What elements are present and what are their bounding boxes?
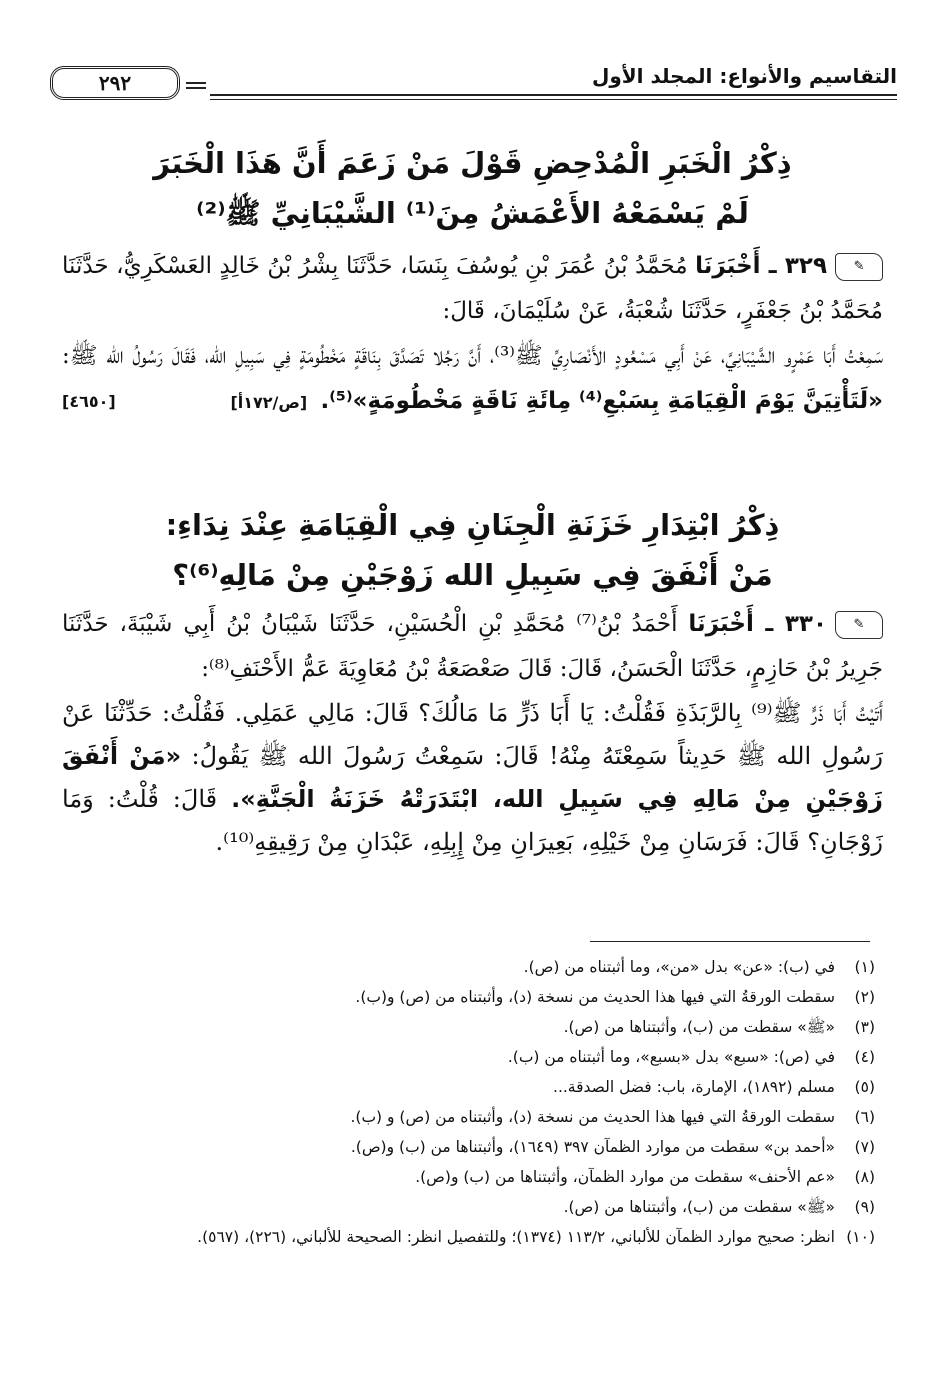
footnote-number: (٨)	[854, 1168, 875, 1186]
hadith-marker-icon: ✎	[835, 253, 883, 281]
footnote-text: سقطت الورقةُ التي فيها هذا الحديث من نسخة (د)، وأثبتناه من (ص) و (ب).	[350, 1108, 835, 1126]
footnote-text: في (ب): «عن» بدل «من»، وما أثبتناه من (ص).	[523, 958, 835, 976]
prophetic-quote: «مَنْ أَنْفَقَ زَوْجَيْنِ مِنْ مَالِهِ فِي سَبِيلِ الله، ابْتَدَرَتْهُ خَزَنَةُ الْجَنَّةِ».	[62, 742, 883, 813]
prophetic-quote: «لَتَأْتِيَنَّ يَوْمَ الْقِيَامَةِ بِسَبْعِ⁽⁴⁾ مِائَةِ نَاقَةٍ مَخْطُومَةٍ»⁽⁵⁾.	[320, 388, 883, 414]
header-rule-thin	[210, 99, 897, 100]
header-rule	[210, 94, 897, 96]
footnote-text: «ﷺ» سقطت من (ب)، وأثبتناها من (ص).	[563, 1198, 835, 1216]
hadith-330	[62, 602, 883, 692]
footnote-separator	[590, 941, 870, 942]
hadith-number: ٣٢٩ ـ أَخْبَرَنَا	[695, 253, 828, 279]
heading-line: لَمْ يَسْمَعْهُ الأَعْمَشُ مِنَ⁽¹⁾ الشَّيْبَانِيِّ ﷺ⁽²⁾	[196, 196, 749, 230]
footnote-number: (٤)	[854, 1048, 875, 1066]
footnote	[62, 982, 875, 1012]
hadith-text: أَتَيْتُ أَبَا ذَرٍّ ﷺ⁽⁹⁾ بِالرَّبَذَةِ فَقُلْتُ: يَا أَبَا ذَرٍّ مَا مَالُكَ؟ قَالَ: مَالِي عَمَلِي. فَقُلْتُ: حَدِّثْنَا عَنْ رَسُولِ الله ﷺ حَدِيثاً سَمِعْتَهُ مِنْهُ! قَالَ: سَمِعْتُ رَسُولَ الله ﷺ يَقُولُ:	[62, 699, 883, 770]
footnote-number: (٥)	[854, 1078, 875, 1096]
footnote-text: انظر: صحيح موارد الظمآن للألباني، ١١٣/٢ (١٣٧٤)؛ وللتفصيل انظر: الصحيحة للألباني، (٢٢٦)، (٥٦٧).	[197, 1228, 835, 1246]
header-dash	[186, 82, 206, 84]
hadith-marker-icon: ✎	[835, 611, 883, 639]
footnote-text: في (ص): «سبع» بدل «بسبع»، وما أثبتناه من (ب).	[507, 1048, 835, 1066]
hadith-isnad: أَحْمَدُ بْنُ⁽⁷⁾ مُحَمَّدِ بْنِ الْحُسَيْنِ، حَدَّثَنَا شَيْبَانُ بْنُ أَبِي شَيْبَةَ، حَدَّثَنَا جَرِيرُ بْنُ حَازِمٍ، حَدَّثَنَا الْحَسَنُ، قَالَ: قَالَ صَعْصَعَةُ بْنُ مُعَاوِيَةَ عَمُّ الأَحْنَفِ⁽⁸⁾:	[62, 611, 883, 682]
hadith-330-matn	[62, 692, 883, 864]
footnote-text: «أحمد بن» سقطت من موارد الظمآن ٣٩٧ (١٦٤٩)، وأثبتناها من (ب) و(ص).	[350, 1138, 835, 1156]
heading-line: ذِكْرُ ابْتِدَارِ خَزَنَةِ الْجِنَانِ فِي الْقِيَامَةِ عِنْدَ نِدَاءِ:	[165, 508, 780, 542]
hadith-329-matn	[62, 334, 883, 425]
footnote-number: (١)	[854, 958, 875, 976]
heading-line: مَنْ أَنْفَقَ فِي سَبِيلِ الله زَوْجَيْنِ مِنْ مَالِهِ⁽⁶⁾؟	[172, 558, 773, 592]
footnote	[62, 1192, 875, 1222]
footnote	[62, 952, 875, 982]
reference-number: [٤٦٥٠]	[62, 392, 116, 411]
hadith-isnad: مُحَمَّدُ بْنُ عُمَرَ بْنِ يُوسُفَ بِنَسَا، حَدَّثَنَا بِشْرُ بْنُ خَالِدٍ العَسْكَرِيُّ، حَدَّثَنَا مُحَمَّدُ بْنُ جَعْفَرٍ، حَدَّثَنَا شُعْبَةُ، عَنْ سُلَيْمَانَ، قَالَ:	[62, 253, 883, 324]
page-number: ٢٩٢	[50, 66, 180, 100]
running-title: التقاسيم والأنواع: المجلد الأول	[591, 64, 897, 88]
hadith-text: سَمِعْتُ أَبَا عَمْرٍو الشَّيْبَانِيَّ، عَنْ أَبِي مَسْعُودٍ الأَنْصَارِيِّ ﷺ⁽³⁾، أَنَّ رَجُلا تَصَدَّقَ بِنَاقَةٍ مَخْطُومَةٍ فِي سَبِيلِ الله، فَقَالَ رَسُولُ الله ﷺ:	[62, 343, 884, 369]
manuscript-page-ref: [ص/١٧٢أ]	[230, 393, 308, 412]
footnote-number: (١٠)	[846, 1228, 875, 1246]
footnote	[62, 1012, 875, 1042]
hadith-number: ٣٣٠ ـ أَخْبَرَنَا	[688, 611, 827, 637]
hadith-text-continued: قَالَ: قُلْتُ: وَمَا زَوْجَانِ؟ قَالَ: فَرَسَانِ مِنْ خَيْلِهِ، بَعِيرَانِ مِنْ إِبِلِهِ، عَبْدَانِ مِنْ رَقِيقِهِ⁽¹⁰⁾.	[62, 785, 883, 856]
footnote-text: مسلم (١٨٩٢)، الإمارة، باب: فضل الصدقة...	[553, 1078, 835, 1096]
header-dash	[186, 87, 206, 89]
footnote-number: (٣)	[854, 1018, 875, 1036]
section-heading-2	[60, 500, 885, 600]
footnote-number: (٧)	[854, 1138, 875, 1156]
footnote	[62, 1042, 875, 1072]
footnote	[62, 1132, 875, 1162]
footnote-number: (٩)	[854, 1198, 875, 1216]
footnote	[62, 1222, 875, 1252]
footnote	[62, 1072, 875, 1102]
footnote-number: (٢)	[854, 988, 875, 1006]
heading-line: ذِكْرُ الْخَبَرِ الْمُدْحِضِ قَوْلَ مَنْ زَعَمَ أَنَّ هَذَا الْخَبَرَ	[153, 146, 792, 180]
footnote	[62, 1102, 875, 1132]
section-heading-1	[60, 138, 885, 238]
footnotes	[62, 952, 875, 1252]
footnote-text: سقطت الورقةُ التي فيها هذا الحديث من نسخة (د)، وأثبتناه من (ص) و(ب).	[355, 988, 835, 1006]
footnote-text: «عم الأحنف» سقطت من موارد الظمآن، وأثبتناها من (ب) و(ص).	[415, 1168, 835, 1186]
footnote-number: (٦)	[854, 1108, 875, 1126]
footnote-text: «ﷺ» سقطت من (ب)، وأثبتناها من (ص).	[563, 1018, 835, 1036]
hadith-329	[62, 244, 883, 334]
page-header	[50, 64, 897, 104]
footnote	[62, 1162, 875, 1192]
